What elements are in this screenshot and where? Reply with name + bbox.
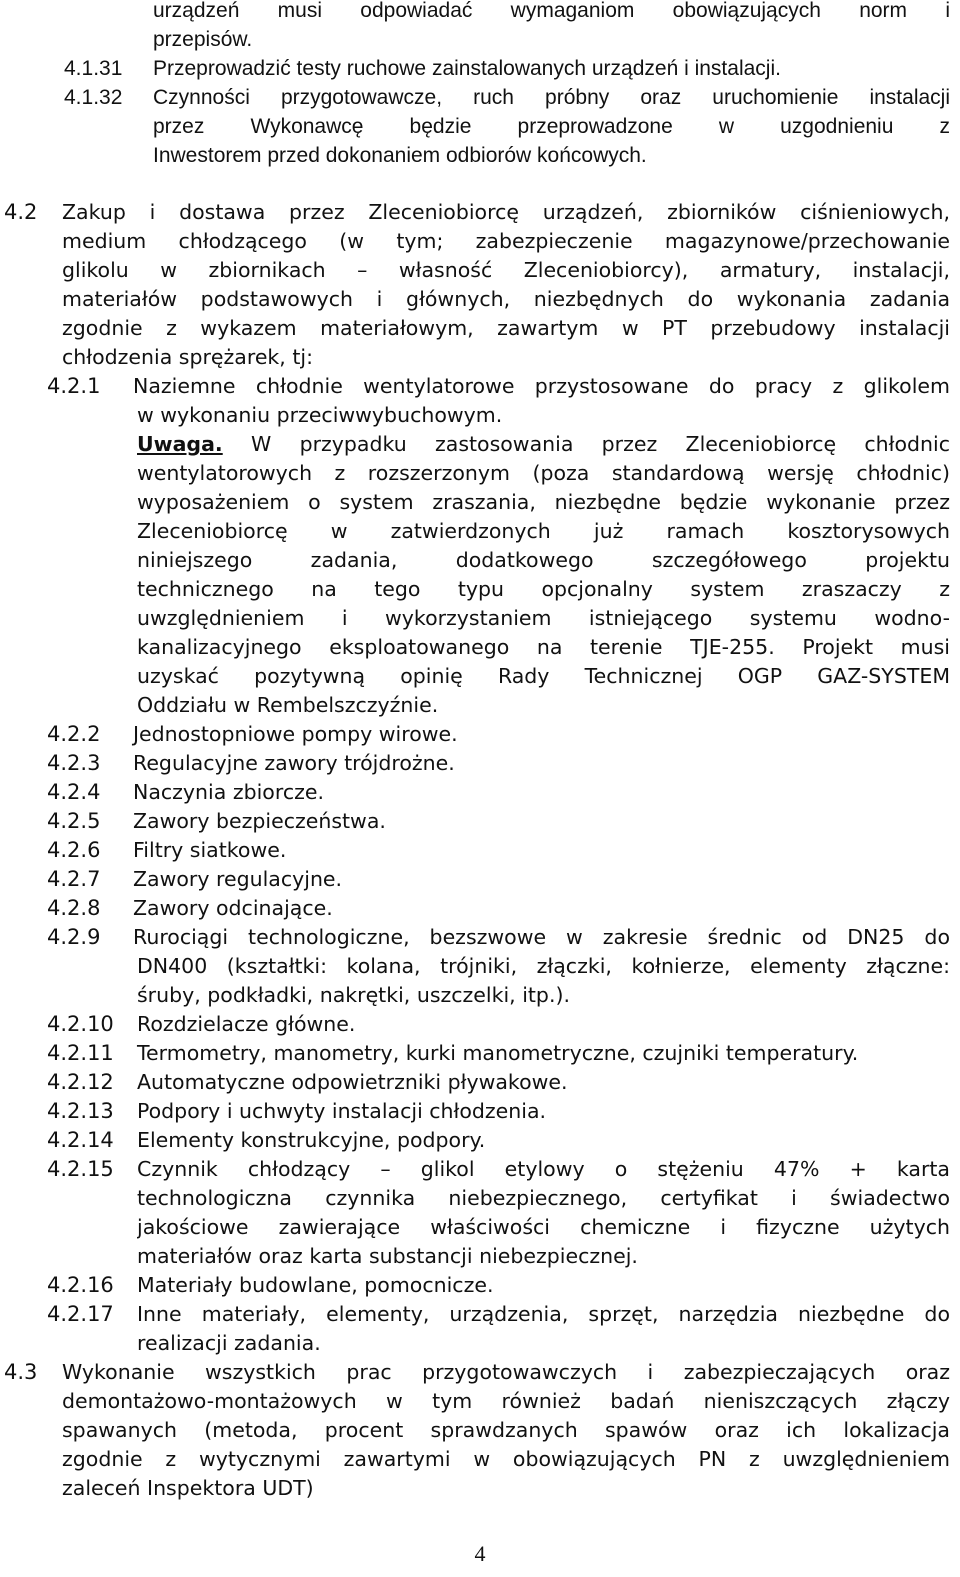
item-4-2-16 (47, 1271, 950, 1300)
item-text: Filtry siatkowe. (133, 838, 287, 862)
item-text: Automatyczne odpowietrzniki pływakowe. (137, 1070, 568, 1094)
item-4-2-17 (47, 1300, 950, 1358)
continuation-text (153, 0, 950, 54)
item-text: DN400 (kształtki: kolana, trójniki, złączki, kołnierze, elementy złączne: (137, 954, 950, 978)
note-text: wentylatorowych z rozszerzonym (poza standardową wersję chłodnic) (137, 461, 950, 485)
item-number: 4.2.4 (47, 780, 101, 804)
item-number: 4.2.13 (47, 1099, 114, 1123)
item-text: Inne materiały, elementy, urządzenia, sprzęt, narzędzia niezbędne do (137, 1302, 950, 1326)
item-4-2-2 (47, 720, 950, 749)
item-4-2-13 (47, 1097, 950, 1126)
item-text: Podpory i uchwyty instalacji chłodzenia. (137, 1099, 547, 1123)
note-text: kanalizacyjnego eksploatowanego na terenie TJE-255. Projekt musi (137, 635, 950, 659)
note-text: Zleceniobiorcę w zatwierdzonych już ramach kosztorysowych (137, 519, 950, 543)
item-4-2-10 (47, 1010, 950, 1039)
item-number: 4.2.16 (47, 1273, 114, 1297)
item-4-2-1 (47, 372, 950, 430)
item-number: 4.2.6 (47, 838, 101, 862)
note-first-line (137, 430, 950, 459)
note-block (137, 430, 950, 720)
item-text: Zawory odcinające. (133, 896, 333, 920)
text-line: przepisów. (153, 28, 253, 51)
item-text: Materiały budowlane, pomocnicze. (137, 1273, 494, 1297)
item-number: 4.2.7 (47, 867, 101, 891)
item-number: 4.2.3 (47, 751, 101, 775)
item-4-2-14 (47, 1126, 950, 1155)
section-number: 4.2 (4, 200, 38, 224)
section-text: medium chłodzącego (w tym; zabezpieczenie magazynowe/przechowanie (62, 229, 950, 253)
item-text: w wykonaniu przeciwwybuchowym. (137, 403, 503, 427)
item-4-1-32 (64, 83, 950, 170)
item-number: 4.2.2 (47, 722, 101, 746)
item-number: 4.2.1 (47, 374, 101, 398)
item-text: technologiczna czynnika niebezpiecznego, certyfikat i świadectwo (137, 1186, 950, 1210)
section-text: chłodzenia sprężarek, tj: (62, 345, 313, 369)
section-text: zgodnie z wykazem materiałowym, zawartym w PT przebudowy instalacji (62, 316, 950, 340)
note-text: wyposażeniem o system zraszania, niezbędne będzie wykonanie przez (137, 490, 950, 514)
section-text: spawanych (metoda, procent sprawdzanych spawów oraz ich lokalizacja (62, 1418, 950, 1442)
note-label: Uwaga. (137, 432, 223, 456)
item-number: 4.2.8 (47, 896, 101, 920)
item-number: 4.2.10 (47, 1012, 114, 1036)
section-text: Wykonanie wszystkich prac przygotowawczych i zabezpieczających oraz (62, 1360, 950, 1384)
item-number: 4.2.17 (47, 1302, 114, 1326)
section-text: demontażowo-montażowych w tym również badań nieniszczących złączy (62, 1389, 950, 1413)
note-text: uwzględnieniem i wykorzystaniem istniejącego systemu wodno- (137, 606, 950, 630)
item-text: Jednostopniowe pompy wirowe. (133, 722, 458, 746)
item-4-2-12 (47, 1068, 950, 1097)
item-4-2-6 (47, 836, 950, 865)
note-text: technicznego na tego typu opcjonalny system zraszaczy z (137, 577, 950, 601)
section-text: zgodnie z wytycznymi zawartymi w obowiązujących PN z uwzględnieniem (62, 1447, 950, 1471)
item-text: Zawory bezpieczeństwa. (133, 809, 386, 833)
item-text: Naziemne chłodnie wentylatorowe przystosowane do pracy z glikolem (133, 374, 950, 398)
item-number: 4.2.5 (47, 809, 101, 833)
item-4-1-31 (64, 54, 950, 83)
section-4-3 (4, 1358, 950, 1503)
item-text: przez Wykonawcę będzie przeprowadzone w uzgodnieniu z (153, 115, 950, 138)
item-number: 4.2.15 (47, 1157, 114, 1181)
section-text: glikolu w zbiornikach – własność Zleceniobiorcy), armatury, instalacji, (62, 258, 950, 282)
item-4-2-9 (47, 923, 950, 1010)
item-text: Czynności przygotowawcze, ruch próbny oraz uruchomienie instalacji (153, 86, 950, 109)
item-4-2-15 (47, 1155, 950, 1271)
item-4-2-4 (47, 778, 950, 807)
item-number: 4.2.14 (47, 1128, 114, 1152)
item-text: Zawory regulacyjne. (133, 867, 343, 891)
item-text: śruby, podkładki, nakrętki, uszczelki, itp.). (137, 983, 570, 1007)
note-text: niniejszego zadania, dodatkowego szczegółowego projektu (137, 548, 950, 572)
item-4-2-11 (47, 1039, 950, 1068)
item-4-2-3 (47, 749, 950, 778)
text-line: urządzeń musi odpowiadać wymaganiom obowiązujących norm i (153, 0, 950, 22)
item-number: 4.1.32 (64, 86, 123, 109)
note-text: uzyskać pozytywną opinię Rady Technicznej OGP GAZ-SYSTEM (137, 664, 950, 688)
note-text: Oddziału w Rembelszczyźnie. (137, 693, 439, 717)
item-4-2-5 (47, 807, 950, 836)
item-text: Przeprowadzić testy ruchowe zainstalowanych urządzeń i instalacji. (153, 57, 781, 80)
item-number: 4.2.11 (47, 1041, 114, 1065)
item-4-2-7 (47, 865, 950, 894)
item-number: 4.2.9 (47, 925, 101, 949)
item-text: Inwestorem przed dokonaniem odbiorów końcowych. (153, 144, 647, 167)
item-text: materiałów oraz karta substancji niebezpiecznej. (137, 1244, 638, 1268)
item-text: Rurociągi technologiczne, bezszwowe w zakresie średnic od DN25 do (133, 925, 950, 949)
note-text: W przypadku zastosowania przez Zleceniobiorcę chłodnic (251, 432, 950, 456)
item-text: Regulacyjne zawory trójdrożne. (133, 751, 455, 775)
item-number: 4.1.31 (64, 57, 123, 80)
item-text: realizacji zadania. (137, 1331, 321, 1355)
section-4-2 (4, 198, 950, 372)
item-text: Termometry, manometry, kurki manometryczne, czujniki temperatury. (137, 1041, 859, 1065)
item-4-2-8 (47, 894, 950, 923)
item-text: Naczynia zbiorcze. (133, 780, 324, 804)
page-number: 4 (474, 1541, 486, 1566)
item-text: jakościowe zawierające właściwości chemiczne i fizyczne użytych (137, 1215, 950, 1239)
item-text: Czynnik chłodzący – glikol etylowy o stężeniu 47% + karta (137, 1157, 950, 1181)
section-text: Zakup i dostawa przez Zleceniobiorcę urządzeń, zbiorników ciśnieniowych, (62, 200, 950, 224)
section-number: 4.3 (4, 1360, 38, 1384)
section-text: materiałów podstawowych i głównych, niezbędnych do wykonania zadania (62, 287, 950, 311)
item-number: 4.2.12 (47, 1070, 114, 1094)
item-text: Rozdzielacze główne. (137, 1012, 356, 1036)
item-text: Elementy konstrukcyjne, podpory. (137, 1128, 486, 1152)
section-text: zaleceń Inspektora UDT) (62, 1476, 314, 1500)
